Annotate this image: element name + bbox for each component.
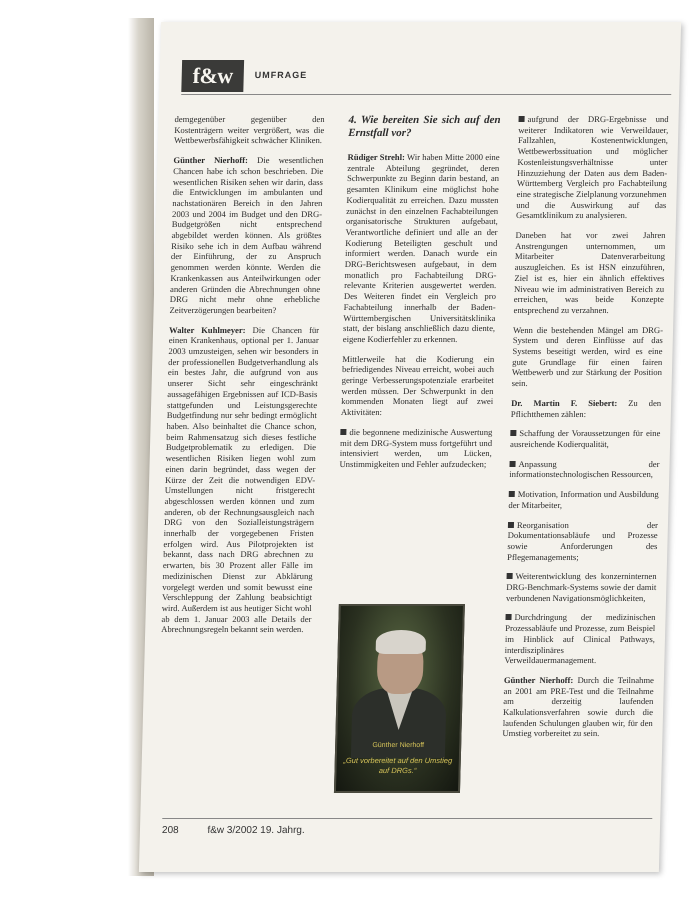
- bullet-square-icon: [508, 522, 514, 528]
- bullet-square-icon: [505, 614, 511, 620]
- page-number: 208: [161, 825, 179, 836]
- paragraph: [513, 230, 665, 316]
- speaker-name: Günther Nierhoff:: [173, 155, 249, 166]
- paragraph-text: Zu den Pflichtthemen zählen:: [510, 397, 662, 419]
- bullet-square-icon: [340, 429, 346, 435]
- paragraph-text: Die wesentlichen Chancen habe ich schon beschrieben. Die wesentlichen Risiken sehen wir darin, dass die Entwicklungen im ambulanten und nachstationären Bereich in den Jahren 2003 und 2004 im Budget und den DRG-Budgetgrößen nicht entsprechend abgebildet werden können. Als größtes Risiko sehe ich in dem Aufbau während der Einführung, der zu Anspruch genommen werden könnte. Werden die Krankenkassen aus Anteilwirkungen oder anderen Gründen die Abrechnungen ohne DRG nicht mehr ohne erhebliche Zeitverzögerungen bearbeiten?: [169, 155, 324, 315]
- speaker-name: Walter Kuhlmeyer:: [168, 324, 246, 335]
- interview-question: 4. Wie bereiten Sie sich auf den Ernstfall vor?: [348, 114, 501, 139]
- speaker-name: Günther Nierhoff:: [503, 674, 574, 685]
- paragraph-text: Daneben hat vor zwei Jahren Anstrengungen unternommen, um Mitarbeiter Datenverarbeitung auszugleichen. Es ist HSN einzuführen, Ziel ist es, hier ein ähnlich effektives Niveau wie im administrativen Bereich zu erreichen, was beide Konzepte entsprechend zu verzahnen.: [513, 230, 666, 315]
- paragraph-text: Durch die Teilnahme an 2001 am PRE-Test und die Teilnahme am derzeitig laufenden Kalkulationsverfahren sowie durch die laufenden Schulungen glauben wir, für den Umstieg vorbereitet zu sein.: [502, 674, 655, 739]
- speaker-name: Rüdiger Strehl:: [347, 152, 406, 162]
- paragraph: [341, 354, 495, 418]
- text-column-1: [161, 114, 325, 644]
- paragraph-text: Reorganisation der Dokumentationsabläufe und Prozesse sowie Anforderungen des Pflegemanagements;: [506, 519, 659, 562]
- paragraph-text: Durchdringung der medizinischen Prozessabläufe und Prozesse, zum Beispiel im Hinblick auf Clinical Pathways, interdisziplinäres Verweildauermanagement.: [504, 612, 656, 666]
- paragraph-text: Wir haben Mitte 2000 eine zentrale Abteilung gegründet, deren Schwerpunkte zu Beginn darin bestand, an gesamten Klinikum eine möglichst hohe Kodierqualität zu erreichen. Dazu mussten zunächst in den einzelnen Fachabteilungen organisatorische Strukturen aufgebaut, Verantwortliche definiert und alle an der Kodierung Beteiligten geschult und informiert werden. Danach wurde ein DRG-Berichtswesen aufgebaut, in dem monatlich pro Fachabteilung DRG-relevante Kriterien ausgewertet werden. Des Weiteren findet ein Vergleich pro Fachabteilung innerhalb der Baden-Württembergischen Universitätsklinika statt, der bislang anschließlich dazu diente, eigene Kodierfehler zu erkennen.: [342, 152, 500, 344]
- bullet-square-icon: [510, 430, 516, 436]
- photo-caption-quote: „Gut vorbereitet auf den Umstieg auf DRGs.“: [343, 756, 453, 775]
- paragraph: [174, 114, 325, 146]
- photo-hair: [376, 630, 427, 654]
- text-column-2: [339, 114, 501, 479]
- paragraph-text: Mittlerweile hat die Kodierung ein befriedigendes Niveau erreicht, wobei auch geringe Verbesserungspotenziale erarbeitet werden müssen. Der Schwerpunkt in den kommenden Monaten liegt auf zwei Aktivitäten:: [340, 353, 495, 418]
- paragraph: [508, 489, 659, 510]
- paragraph: [339, 427, 492, 470]
- paragraph: [507, 520, 658, 563]
- paragraph: [512, 325, 664, 389]
- paragraph: [511, 398, 662, 419]
- paragraph-text: Schaffung der Voraussetzungen für eine ausreichende Kodierqualität,: [509, 428, 661, 449]
- magazine-logo: f&w: [181, 60, 244, 92]
- speaker-name: Dr. Martin F. Siebert:: [511, 397, 618, 408]
- paragraph-text: demgegenüber gegenüber den Kostenträgern weiter vergrößert, was die Wettbewerbsfähigkeit schwächer Kliniken.: [173, 114, 325, 146]
- column-2-body: [339, 152, 499, 470]
- paragraph: [343, 152, 500, 345]
- bullet-square-icon: [507, 573, 513, 579]
- portrait-photo: [334, 604, 465, 793]
- paragraph-text: aufgrund der DRG-Ergebnisse und weiterer Indikatoren wie Verweildauer, Fallzahlen, Kostenentwicklungen, Wettbewerbssituation und möglicher Kostenleistungsverhältnisse unter Hinzuziehung der Daten aus dem Baden-Württemberg Vergleich pro Fachabteilung eine strategische Zielplanung vorzunehmen und die Auswirkung auf das Gesamtklinikum zu analysieren.: [515, 114, 669, 221]
- text-column-3: [502, 114, 669, 748]
- paragraph: [502, 675, 654, 739]
- section-label: UMFRAGE: [254, 70, 308, 80]
- bullet-square-icon: [509, 491, 515, 497]
- footer-rule: [162, 818, 652, 819]
- magazine-page: [139, 22, 681, 872]
- paragraph: [509, 459, 660, 480]
- paragraph-text: Wenn die bestehenden Mängel am DRG-System und deren Einflüsse auf das Systems beseitigt werden, wird es eine gute Grundlage für einen fairen Wettbewerb und zur Stärkung der Position sein.: [511, 324, 664, 389]
- bullet-square-icon: [509, 461, 515, 467]
- paragraph-text: Motivation, Information und Ausbildung der Mitarbeiter,: [508, 489, 659, 510]
- header-rule: [181, 94, 671, 95]
- paragraph: [510, 428, 661, 449]
- photo-caption-name: Günther Nierhoff: [372, 742, 425, 749]
- issue-info: f&w 3/2002 19. Jahrg.: [207, 825, 305, 836]
- paragraph-text: Weiterentwicklung des konzerninternen DRG-Benchmark-Systems sowie der damit verbundenen Navigationsmöglichkeiten,: [505, 571, 657, 603]
- paragraph-text: Anpassung der informationstechnologischen Ressourcen,: [509, 458, 660, 480]
- paragraph-text: die begonnene medizinische Auswertung mit dem DRG-System muss fortgeführt und intensiviert werden, um Lücken, Unstimmigkeiten und Fehler aufzudecken;: [339, 426, 493, 469]
- paragraph: [516, 114, 669, 221]
- paragraph: [504, 612, 655, 666]
- paragraph: [169, 155, 323, 316]
- bullet-square-icon: [519, 116, 525, 122]
- paragraph: [506, 571, 657, 603]
- page-footer: [162, 825, 305, 836]
- paragraph: [161, 325, 319, 635]
- paragraph-text: Die Chancen für einen Krankenhaus, optional per 1. Januar 2003 umzusteigen, sehen wir besonders in der professionellen Budgetverhandlung als ein bestes Jahr, die aufgrund von aus unserer Sicht sehr eingeschränkt aussagefähigen Ergebnissen auf ICD-Basis stattgefunden und Leistungsgerechte Budgetfindung nur sehr bedingt ermöglicht haben. Also beinhaltet die Chance schon, beim Rahmensatzug sich dieses festliche Budgetproblematik zu erledigen. Die wesentlichen Risiken liegen wohl zum einen darin begründet, dass wegen der Kürze der Zeit die notwendigen EDV-Umstellungen nicht fristgerecht abgeschlossen werden können und zum anderen, ob der Rechnungsausgleich nach DRG von den Sozialleistungsträgern innerhalb der vorgegebenen Fristen erfolgen wird. Aus Pilotprojekten ist bekannt, dass nach DRG abrechnen zu erwarten, bis 30 Prozent aller Fälle im medizinischen Dienst zur Abklärung vorgelegt werden und somit bewusst eine Verschleppung der Zahlung beabsichtigt wird. Außerdem ist aus heutiger Sicht wohl ab dem 1. Januar 2003 alle Details der Abrechnungsregeln bekannt sein werden.: [161, 324, 320, 635]
